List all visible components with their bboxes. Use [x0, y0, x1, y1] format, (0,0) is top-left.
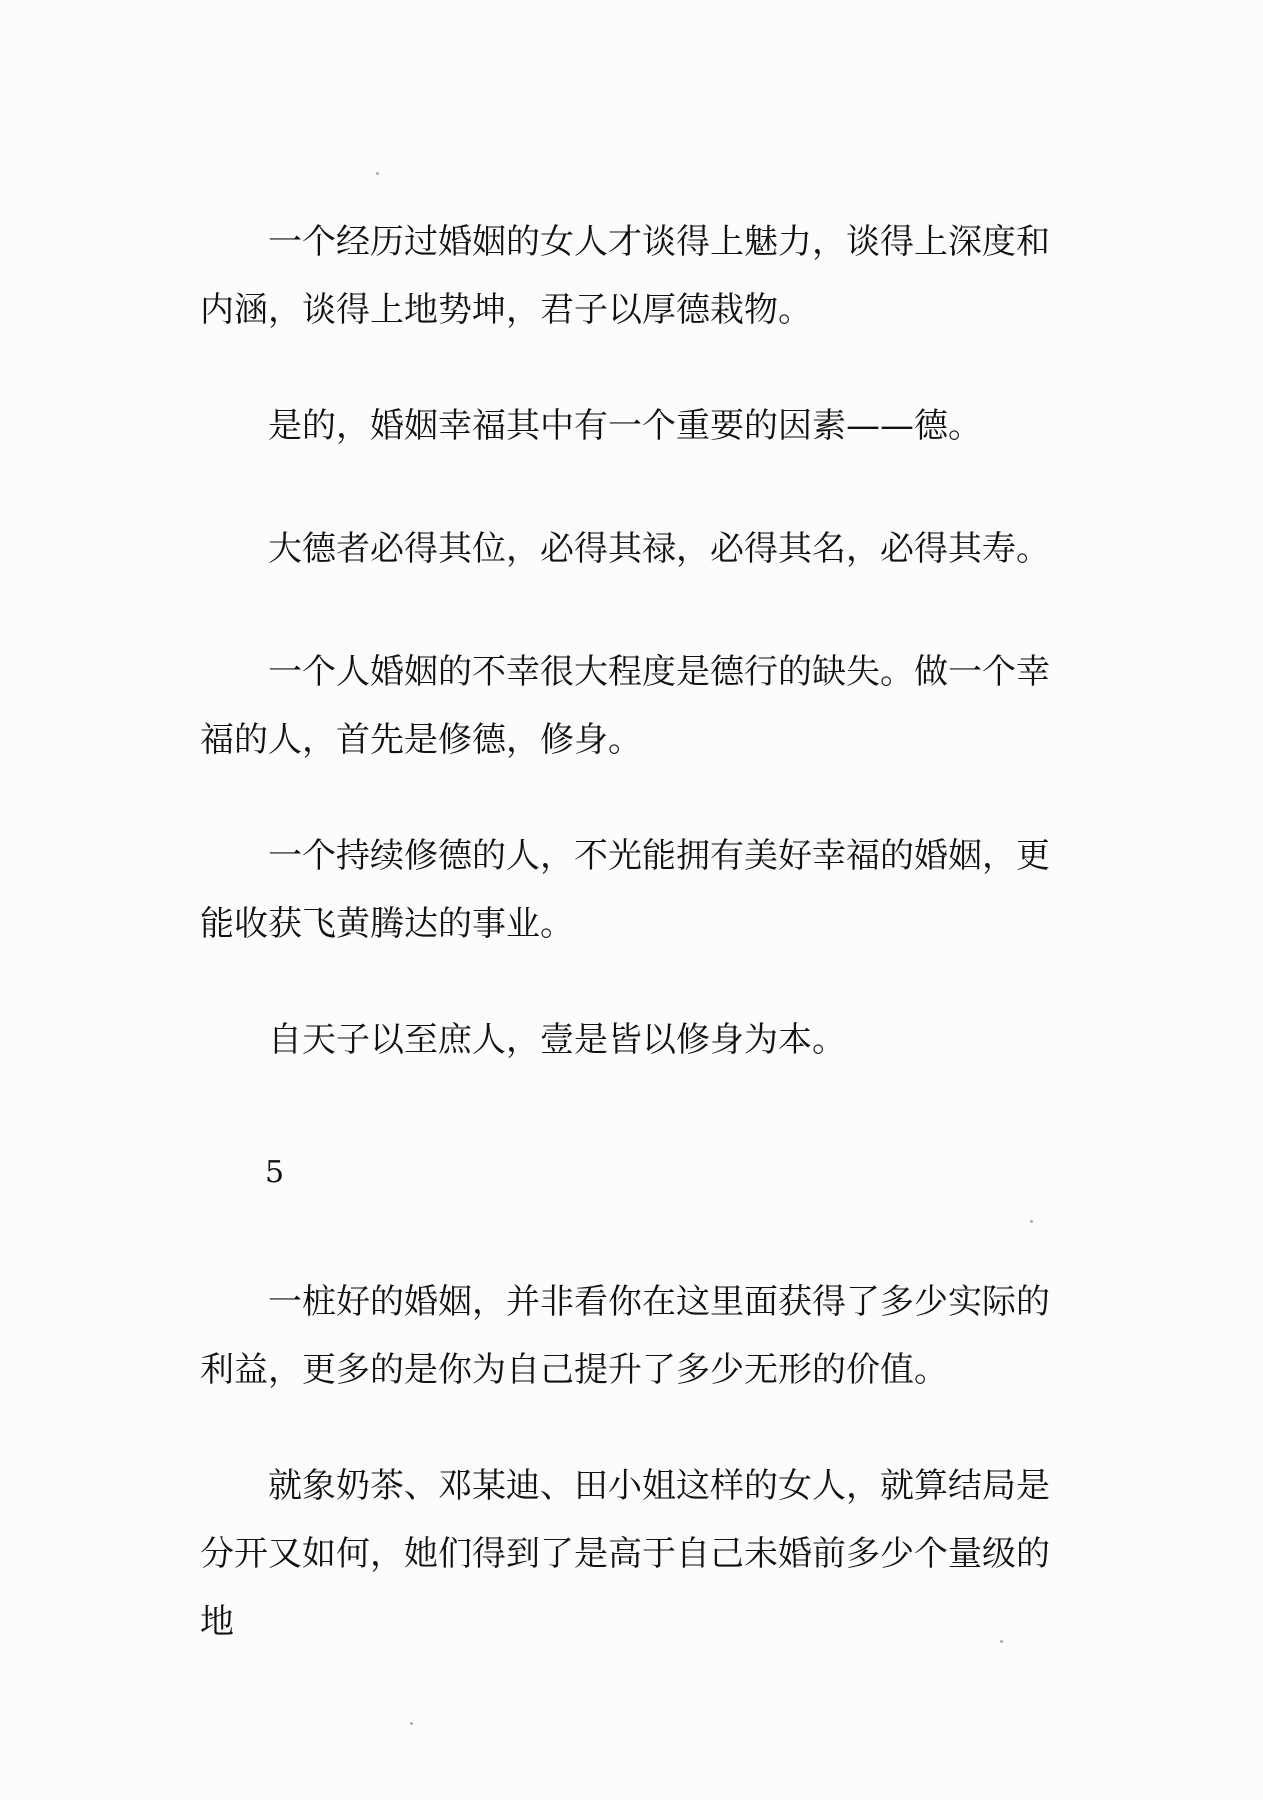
scan-speck [1000, 1640, 1003, 1643]
paragraph: 一个持续修德的人，不光能拥有美好幸福的婚姻，更能收获飞黄腾达的事业。 [200, 836, 1050, 944]
scan-speck [410, 1722, 413, 1725]
paragraph: 是的，婚姻幸福其中有一个重要的因素——德。 [268, 406, 982, 446]
section-number: 5 [265, 1155, 285, 1190]
paragraph: 一个人婚姻的不幸很大程度是德行的缺失。做一个幸福的人，首先是修德，修身。 [200, 652, 1050, 760]
paragraph: 一个经历过婚姻的女人才谈得上魅力，谈得上深度和内涵，谈得上地势坤，君子以厚德栽物。 [200, 222, 1050, 330]
paragraph: 就象奶茶、邓某迪、田小姐这样的女人，就算结局是分开又如何，她们得到了是高于自己未婚前多少个量级的地 [200, 1466, 1050, 1642]
scan-speck [1030, 1220, 1033, 1223]
paragraph: 一桩好的婚姻，并非看你在这里面获得了多少实际的利益，更多的是你为自己提升了多少无形的价值。 [200, 1282, 1050, 1390]
paragraph: 大德者必得其位，必得其禄，必得其名，必得其寿。 [268, 529, 1050, 569]
scan-speck [376, 172, 379, 175]
paragraph: 自天子以至庶人，壹是皆以修身为本。 [268, 1020, 846, 1060]
